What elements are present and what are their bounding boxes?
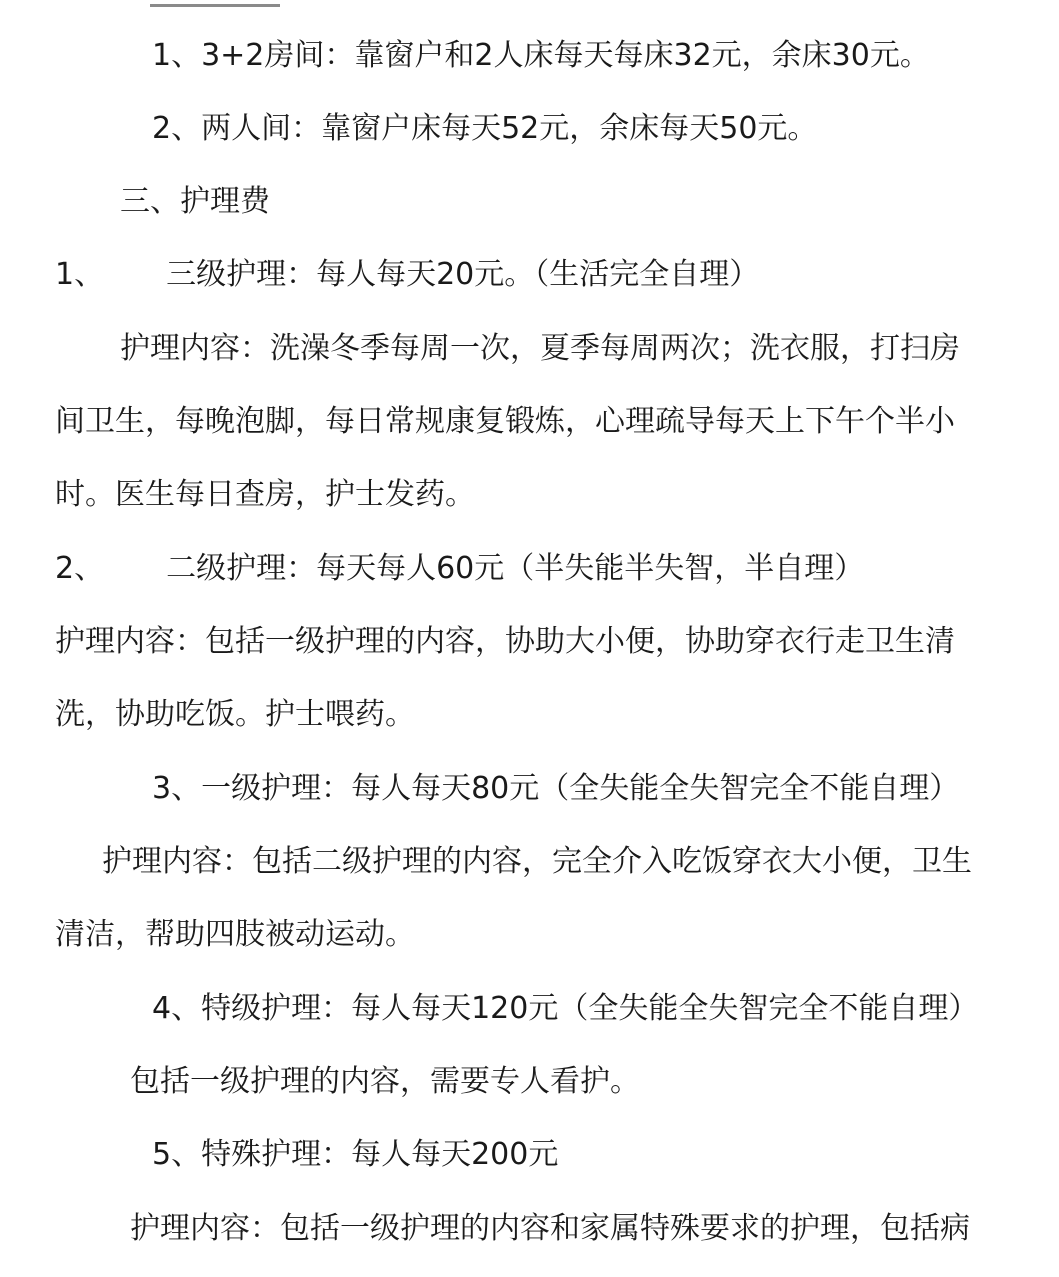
cut-off-text-fragment — [150, 0, 280, 7]
text-line: 2、两人间：靠窗户床每天52元，余床每天50元。 — [152, 111, 818, 146]
text-line: 3、一级护理：每人每天80元（全失能全失智完全不能自理） — [152, 771, 960, 806]
text-line: 4、特级护理：每人每天120元（全失能全失智完全不能自理） — [152, 991, 979, 1026]
section-heading: 三、护理费 — [120, 184, 270, 219]
text-line: 包括一级护理的内容，需要专人看护。 — [130, 1064, 640, 1099]
text-line: 间卫生，每晚泡脚，每日常规康复锻炼，心理疏导每天上下午个半小 — [55, 404, 955, 439]
list-number: 1、 — [55, 257, 105, 292]
text-line: 时。医生每日查房，护士发药。 — [55, 477, 475, 512]
text-line: 5、特殊护理：每人每天200元 — [152, 1137, 559, 1172]
text-line: 1、3+2房间：靠窗户和2人床每天每床32元，余床30元。 — [152, 38, 930, 73]
list-item — [0, 253, 1059, 297]
list-item — [0, 547, 1059, 591]
text-line: 护理内容：包括一级护理的内容，协助大小便，协助穿衣行走卫生清 — [55, 624, 955, 659]
list-item-text: 三级护理：每人每天20元。（生活完全自理） — [166, 257, 760, 292]
text-line: 洗，协助吃饭。护士喂药。 — [55, 697, 415, 732]
text-line: 护理内容：包括一级护理的内容和家属特殊要求的护理，包括病 — [130, 1211, 970, 1246]
text-line: 清洁，帮助四肢被动运动。 — [55, 917, 415, 952]
text-line: 护理内容：包括二级护理的内容，完全介入吃饭穿衣大小便，卫生 — [102, 844, 972, 879]
text-line: 护理内容：洗澡冬季每周一次，夏季每周两次；洗衣服，打扫房 — [120, 331, 960, 366]
list-item-text: 二级护理：每天每人60元（半失能半失智，半自理） — [166, 551, 865, 586]
list-number: 2、 — [55, 551, 105, 586]
